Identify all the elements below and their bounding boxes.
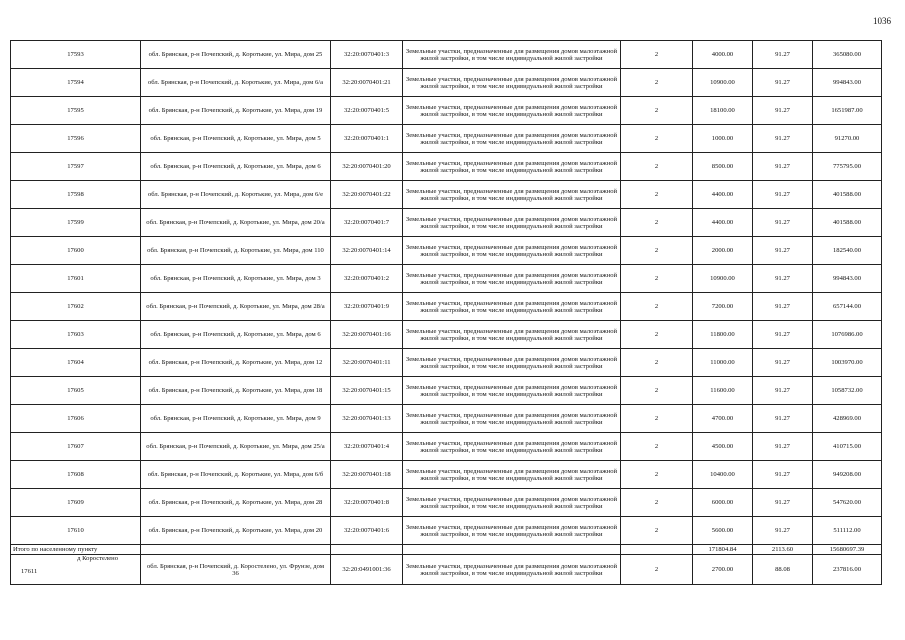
address-cell: обл. Брянская, р-н Почепский, д. Коротькие, ул. Мира, дом 6/б: [141, 461, 331, 489]
address-cell: обл. Брянская, р-н Почепский, д. Коротькие, ул. Мира, дом 25: [141, 41, 331, 69]
cadastral-value: 1651987.00: [813, 97, 882, 125]
land-purpose: Земельные участки, предназначенные для размещения домов малоэтажной жилой застройки, в том числе индивидуальной жилой застройки: [403, 555, 621, 585]
rate-cell: 91.27: [753, 181, 813, 209]
cadastral-value: 775795.00: [813, 153, 882, 181]
rate-cell: 91.27: [753, 69, 813, 97]
rate-cell: 91.27: [753, 489, 813, 517]
category-cell: 2: [621, 293, 693, 321]
cadastral-number: 32:20:0070401:13: [331, 405, 403, 433]
area-cell: 2700.00: [693, 555, 753, 585]
land-purpose: Земельные участки, предназначенные для размещения домов малоэтажной жилой застройки, в том числе индивидуальной жилой застройки: [403, 209, 621, 237]
rate-cell: 91.27: [753, 517, 813, 545]
category-cell: 2: [621, 237, 693, 265]
rate-cell: 91.27: [753, 97, 813, 125]
record-number: 17608: [11, 461, 141, 489]
table-row: [11, 237, 882, 265]
cadastral-value: 1076986.00: [813, 321, 882, 349]
area-cell: 7200.00: [693, 293, 753, 321]
land-purpose: Земельные участки, предназначенные для размещения домов малоэтажной жилой застройки, в том числе индивидуальной жилой застройки: [403, 41, 621, 69]
cadastral-number: 32:20:0070401:11: [331, 349, 403, 377]
category-cell: 2: [621, 181, 693, 209]
land-purpose: Земельные участки, предназначенные для размещения домов малоэтажной жилой застройки, в том числе индивидуальной жилой застройки: [403, 405, 621, 433]
area-cell: 10900.00: [693, 265, 753, 293]
cadastral-value: 1058732.00: [813, 377, 882, 405]
cadastral-number: 32:20:0070401:4: [331, 433, 403, 461]
cadastral-value: 511112.00: [813, 517, 882, 545]
area-cell: 1000.00: [693, 125, 753, 153]
cadastral-number: 32:20:0070401:18: [331, 461, 403, 489]
land-purpose: Земельные участки, предназначенные для размещения домов малоэтажной жилой застройки, в том числе индивидуальной жилой застройки: [403, 181, 621, 209]
category-cell: 2: [621, 555, 693, 585]
locality-name: д Коростелено: [77, 555, 118, 562]
record-number: 17597: [11, 153, 141, 181]
category-cell: 2: [621, 489, 693, 517]
table-row: [11, 321, 882, 349]
area-cell: 4700.00: [693, 405, 753, 433]
area-cell: 4400.00: [693, 209, 753, 237]
record-number: 17609: [11, 489, 141, 517]
address-cell: обл. Брянская, р-н Почепский, д. Коротькие, ул. Мира, дом 6/а: [141, 69, 331, 97]
cadastral-registry-table: [10, 40, 882, 585]
table-row: [11, 461, 882, 489]
empty-cell: [331, 545, 403, 555]
record-number: 17607: [11, 433, 141, 461]
record-number: 17593: [11, 41, 141, 69]
record-number: 17600: [11, 237, 141, 265]
area-cell: 2000.00: [693, 237, 753, 265]
cadastral-value: 237816.00: [813, 555, 882, 585]
rate-cell: 91.27: [753, 293, 813, 321]
land-purpose: Земельные участки, предназначенные для размещения домов малоэтажной жилой застройки, в том числе индивидуальной жилой застройки: [403, 237, 621, 265]
land-purpose: Земельные участки, предназначенные для размещения домов малоэтажной жилой застройки, в том числе индивидуальной жилой застройки: [403, 489, 621, 517]
rate-cell: 91.27: [753, 265, 813, 293]
address-cell: обл. Брянская, р-н Почепский, д. Коротькие, ул. Мира, дом 9: [141, 405, 331, 433]
record-number: 17605: [11, 377, 141, 405]
table-row: [11, 555, 882, 585]
rate-cell: 91.27: [753, 433, 813, 461]
cadastral-number: 32:20:0070401:6: [331, 517, 403, 545]
land-purpose: Земельные участки, предназначенные для размещения домов малоэтажной жилой застройки, в том числе индивидуальной жилой застройки: [403, 433, 621, 461]
rate-cell: 91.27: [753, 349, 813, 377]
land-purpose: Земельные участки, предназначенные для размещения домов малоэтажной жилой застройки, в том числе индивидуальной жилой застройки: [403, 377, 621, 405]
category-cell: 2: [621, 377, 693, 405]
record-number: 17595: [11, 97, 141, 125]
registry-rows: [11, 41, 882, 585]
address-cell: обл. Брянская, р-н Почепский, д. Коростелено, ул. Фрунзе, дом 36: [141, 555, 331, 585]
table-row: [11, 433, 882, 461]
empty-cell: [403, 545, 621, 555]
cadastral-number: 32:20:0070401:7: [331, 209, 403, 237]
area-cell: 6000.00: [693, 489, 753, 517]
area-cell: 11800.00: [693, 321, 753, 349]
table-row: [11, 377, 882, 405]
record-number: 17606: [11, 405, 141, 433]
cadastral-number: 32:20:0070401:16: [331, 321, 403, 349]
category-cell: 2: [621, 153, 693, 181]
table-row: [11, 69, 882, 97]
table-row: [11, 293, 882, 321]
rate-cell: 91.27: [753, 41, 813, 69]
rate-cell: 91.27: [753, 153, 813, 181]
table-row: [11, 209, 882, 237]
cadastral-value: 547620.00: [813, 489, 882, 517]
land-purpose: Земельные участки, предназначенные для размещения домов малоэтажной жилой застройки, в том числе индивидуальной жилой застройки: [403, 125, 621, 153]
cadastral-value: 401588.00: [813, 181, 882, 209]
address-cell: обл. Брянская, р-н Почепский, д. Коротькие, ул. Мира, дом 6/е: [141, 181, 331, 209]
rate-cell: 91.27: [753, 237, 813, 265]
total-label: Итого по населенному пункту: [11, 545, 141, 555]
area-cell: 4500.00: [693, 433, 753, 461]
cadastral-number: 32:20:0070401:8: [331, 489, 403, 517]
cadastral-number: 32:20:0070401:21: [331, 69, 403, 97]
record-number: 17602: [11, 293, 141, 321]
land-purpose: Земельные участки, предназначенные для размещения домов малоэтажной жилой застройки, в том числе индивидуальной жилой застройки: [403, 461, 621, 489]
table-row: [11, 125, 882, 153]
cadastral-number: 32:20:0070401:14: [331, 237, 403, 265]
address-cell: обл. Брянская, р-н Почепский, д. Коротькие, ул. Мира, дом 18: [141, 377, 331, 405]
category-cell: 2: [621, 209, 693, 237]
land-purpose: Земельные участки, предназначенные для размещения домов малоэтажной жилой застройки, в том числе индивидуальной жилой застройки: [403, 97, 621, 125]
area-cell: 8500.00: [693, 153, 753, 181]
address-cell: обл. Брянская, р-н Почепский, д. Коротькие, ул. Мира, дом 20/а: [141, 209, 331, 237]
area-cell: 5600.00: [693, 517, 753, 545]
category-cell: 2: [621, 41, 693, 69]
cadastral-number: 32:20:0070401:2: [331, 265, 403, 293]
category-cell: 2: [621, 433, 693, 461]
cadastral-number: 32:20:0070401:5: [331, 97, 403, 125]
empty-cell: [141, 545, 331, 555]
table-row: [11, 489, 882, 517]
record-number: 17611: [21, 568, 38, 575]
land-purpose: Земельные участки, предназначенные для размещения домов малоэтажной жилой застройки, в том числе индивидуальной жилой застройки: [403, 153, 621, 181]
total-rate: 2113.60: [753, 545, 813, 555]
land-purpose: Земельные участки, предназначенные для размещения домов малоэтажной жилой застройки, в том числе индивидуальной жилой застройки: [403, 69, 621, 97]
address-cell: обл. Брянская, р-н Почепский, д. Коротькие, ул. Мира, дом 6: [141, 153, 331, 181]
area-cell: 18100.00: [693, 97, 753, 125]
record-number: 17604: [11, 349, 141, 377]
category-cell: 2: [621, 405, 693, 433]
total-value: 15680697.39: [813, 545, 882, 555]
cadastral-value: 410715.00: [813, 433, 882, 461]
cadastral-value: 182540.00: [813, 237, 882, 265]
cadastral-number: 32:20:0070401:9: [331, 293, 403, 321]
cadastral-value: 428969.00: [813, 405, 882, 433]
land-purpose: Земельные участки, предназначенные для размещения домов малоэтажной жилой застройки, в том числе индивидуальной жилой застройки: [403, 265, 621, 293]
record-number: 17594: [11, 69, 141, 97]
cadastral-value: 91270.00: [813, 125, 882, 153]
category-cell: 2: [621, 125, 693, 153]
category-cell: 2: [621, 517, 693, 545]
cadastral-value: 994843.00: [813, 265, 882, 293]
land-purpose: Земельные участки, предназначенные для размещения домов малоэтажной жилой застройки, в том числе индивидуальной жилой застройки: [403, 349, 621, 377]
address-cell: обл. Брянская, р-н Почепский, д. Коротькие, ул. Мира, дом 12: [141, 349, 331, 377]
rate-cell: 91.27: [753, 321, 813, 349]
address-cell: обл. Брянская, р-н Почепский, д. Коротькие, ул. Мира, дом 5: [141, 125, 331, 153]
table-row: [11, 181, 882, 209]
category-cell: 2: [621, 461, 693, 489]
rate-cell: 91.27: [753, 125, 813, 153]
category-cell: 2: [621, 97, 693, 125]
area-cell: 11600.00: [693, 377, 753, 405]
empty-cell: [621, 545, 693, 555]
table-row: [11, 153, 882, 181]
cadastral-value: 401588.00: [813, 209, 882, 237]
record-number: 17596: [11, 125, 141, 153]
area-cell: 11000.00: [693, 349, 753, 377]
address-cell: обл. Брянская, р-н Почепский, д. Коротькие, ул. Мира, дом 6: [141, 321, 331, 349]
address-cell: обл. Брянская, р-н Почепский, д. Коротькие, ул. Мира, дом 25/а: [141, 433, 331, 461]
cadastral-value: 994843.00: [813, 69, 882, 97]
land-purpose: Земельные участки, предназначенные для размещения домов малоэтажной жилой застройки, в том числе индивидуальной жилой застройки: [403, 517, 621, 545]
total-area: 171804.84: [693, 545, 753, 555]
cadastral-number: 32:20:0070401:22: [331, 181, 403, 209]
table-row: [11, 97, 882, 125]
rate-cell: 91.27: [753, 405, 813, 433]
table-row: [11, 265, 882, 293]
rate-cell: 91.27: [753, 377, 813, 405]
category-cell: 2: [621, 265, 693, 293]
category-cell: 2: [621, 69, 693, 97]
table-row: [11, 405, 882, 433]
table-row: [11, 349, 882, 377]
cadastral-value: 949208.00: [813, 461, 882, 489]
table-row: [11, 517, 882, 545]
table-row: [11, 41, 882, 69]
address-cell: обл. Брянская, р-н Почепский, д. Коротькие, ул. Мира, дом 3: [141, 265, 331, 293]
page-number: 1036: [873, 16, 891, 26]
rate-cell: 88.08: [753, 555, 813, 585]
address-cell: обл. Брянская, р-н Почепский, д. Коротькие, ул. Мира, дом 110: [141, 237, 331, 265]
cadastral-number: 32:20:0070401:3: [331, 41, 403, 69]
address-cell: обл. Брянская, р-н Почепский, д. Коротькие, ул. Мира, дом 19: [141, 97, 331, 125]
cadastral-value: 1003970.00: [813, 349, 882, 377]
cadastral-number: 32:20:0491001:36: [331, 555, 403, 585]
address-cell: обл. Брянская, р-н Почепский, д. Коротькие, ул. Мира, дом 28/а: [141, 293, 331, 321]
rate-cell: 91.27: [753, 461, 813, 489]
record-number: 17599: [11, 209, 141, 237]
locality-and-number: [11, 555, 141, 585]
cadastral-number: 32:20:0070401:20: [331, 153, 403, 181]
cadastral-value: 365080.00: [813, 41, 882, 69]
rate-cell: 91.27: [753, 209, 813, 237]
cadastral-value: 657144.00: [813, 293, 882, 321]
record-number: 17598: [11, 181, 141, 209]
record-number: 17601: [11, 265, 141, 293]
record-number: 17610: [11, 517, 141, 545]
category-cell: 2: [621, 321, 693, 349]
land-purpose: Земельные участки, предназначенные для размещения домов малоэтажной жилой застройки, в том числе индивидуальной жилой застройки: [403, 321, 621, 349]
category-cell: 2: [621, 349, 693, 377]
area-cell: 10400.00: [693, 461, 753, 489]
record-number: 17603: [11, 321, 141, 349]
cadastral-number: 32:20:0070401:1: [331, 125, 403, 153]
address-cell: обл. Брянская, р-н Почепский, д. Коротькие, ул. Мира, дом 28: [141, 489, 331, 517]
land-purpose: Земельные участки, предназначенные для размещения домов малоэтажной жилой застройки, в том числе индивидуальной жилой застройки: [403, 293, 621, 321]
area-cell: 10900.00: [693, 69, 753, 97]
cadastral-number: 32:20:0070401:15: [331, 377, 403, 405]
address-cell: обл. Брянская, р-н Почепский, д. Коротькие, ул. Мира, дом 20: [141, 517, 331, 545]
area-cell: 4400.00: [693, 181, 753, 209]
area-cell: 4000.00: [693, 41, 753, 69]
total-row: [11, 545, 882, 555]
